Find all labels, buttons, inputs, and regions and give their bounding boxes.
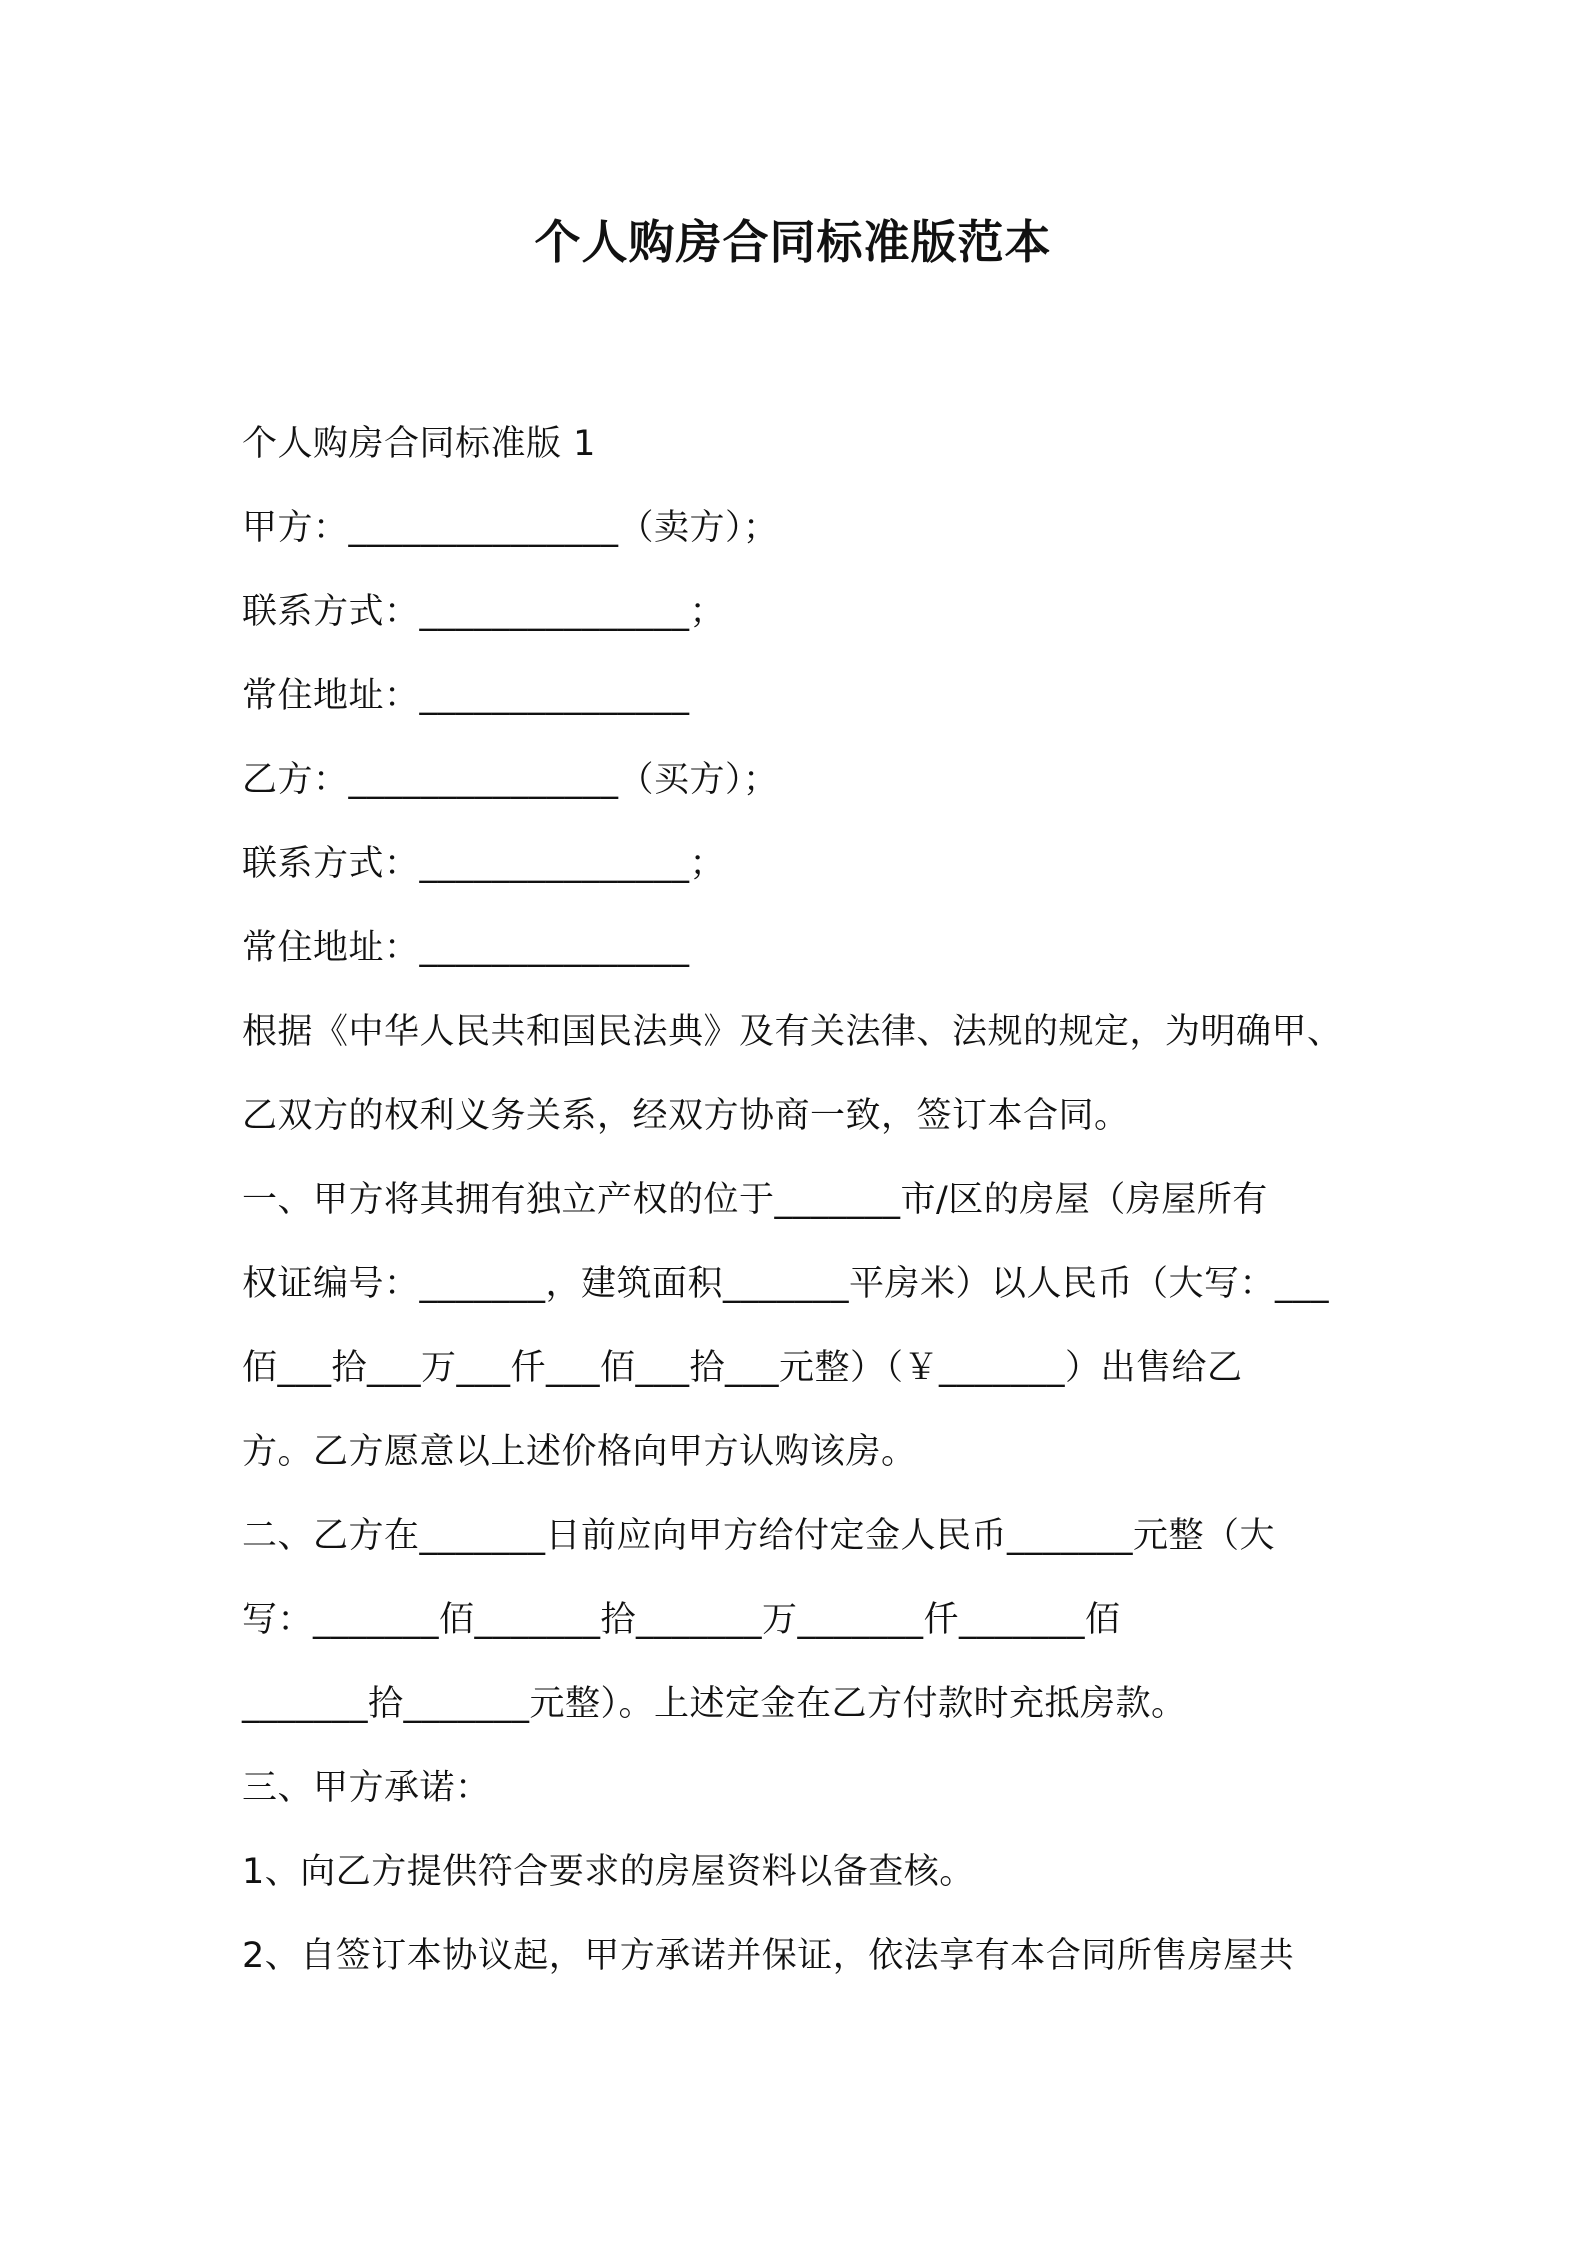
preamble-line: 根据《中华人民共和国民法典》及有关法律、法规的规定，为明确甲、 [242,1012,1343,1052]
party-b-address-line: 常住地址：_______________ [242,928,690,968]
clause-3-item-2: 2、自签订本协议起，甲方承诺并保证，依法享有本合同所售房屋共 [242,1936,1295,1976]
party-a-line: 甲方：_______________（卖方）； [242,508,779,548]
party-a-address-line: 常住地址：_______________ [242,676,690,716]
subtitle-line: 个人购房合同标准版 1 [242,424,596,464]
clause-1-line: 一、甲方将其拥有独立产权的位于_______市/区的房屋（房屋所有 [242,1180,1268,1220]
clause-2-line: _______拾_______元整）。上述定金在乙方付款时充抵房款。 [242,1684,1187,1724]
document-title: 个人购房合同标准版范本 [534,215,1052,269]
party-a-contact-line: 联系方式：_______________； [242,592,726,632]
clause-2-line: 写：_______佰_______拾_______万_______仟_______佰 [242,1600,1121,1640]
preamble-line: 乙双方的权利义务关系，经双方协商一致，签订本合同。 [242,1096,1130,1136]
document-body [242,402,1362,1998]
clause-1-line: 方。乙方愿意以上述价格向甲方认购该房。 [242,1432,917,1472]
clause-3-item-1: 1、向乙方提供符合要求的房屋资料以备查核。 [242,1852,975,1892]
clause-1-line: 佰___拾___万___仟___佰___拾___元整）（￥_______）出售给乙 [242,1348,1243,1388]
clause-2-line: 二、乙方在_______日前应向甲方给付定金人民币_______元整（大 [242,1516,1276,1556]
party-b-contact-line: 联系方式：_______________； [242,844,726,884]
party-b-line: 乙方：_______________（买方）； [242,760,779,800]
clause-1-line: 权证编号：_______，建筑面积_______平房米）以人民币（大写：___ [242,1264,1330,1304]
clause-3-heading: 三、甲方承诺： [242,1768,491,1808]
